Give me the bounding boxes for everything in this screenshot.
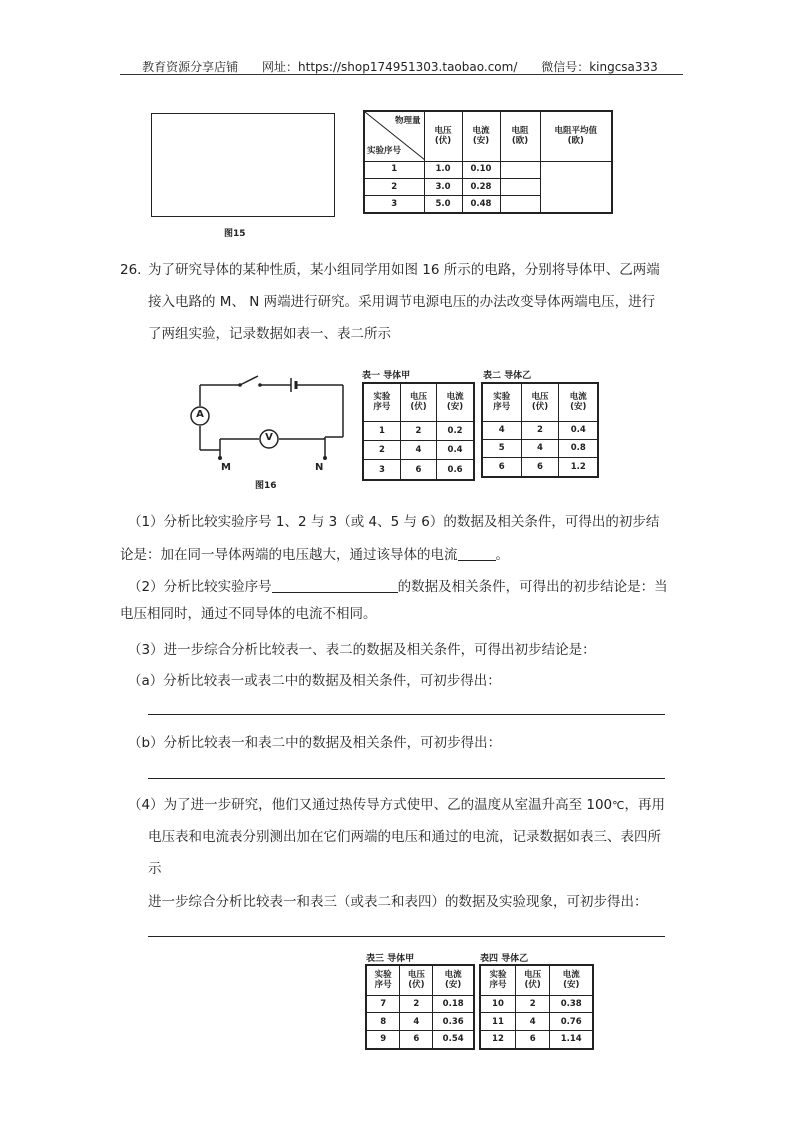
table-cell: 2	[400, 995, 433, 1013]
fig15-header-seq: 实验序号	[367, 146, 402, 157]
table-header: 电流 (安)	[437, 383, 474, 421]
sub1-line-2-text: 论是：加在同一导体两端的电压越大，通过该导体的电流	[120, 547, 458, 563]
table-header: 实验 序号	[363, 383, 400, 421]
header-rule	[120, 74, 683, 75]
page-header	[0, 58, 800, 75]
table-cell: 2	[363, 440, 400, 459]
table-cell: 9	[366, 1030, 400, 1049]
table-cell: 4	[515, 1013, 549, 1031]
table3	[365, 964, 475, 1050]
sub3-a: （a）分析比较表一或表二中的数据及相关条件，可初步得出：	[128, 673, 501, 689]
table-cell: 5	[482, 439, 521, 457]
table2-title: 表二 导体乙	[483, 371, 532, 381]
table-cell: 0.4	[437, 440, 474, 459]
switch-blade	[240, 376, 258, 385]
table-cell: 3	[363, 460, 400, 480]
table-cell: 0.10	[462, 161, 500, 178]
header-site: 网址：https://shop174951303.taobao.com/	[262, 60, 518, 74]
table-cell	[500, 161, 540, 178]
table-header: 电压 (伏)	[400, 965, 433, 995]
fig15-header-quantity: 物理量	[394, 116, 421, 126]
table-cell: 6	[400, 1030, 433, 1049]
table-cell: 1.2	[559, 458, 598, 477]
fig15-header-current: 电流 (安)	[462, 111, 500, 161]
header-shop: 教育资源分享店铺	[142, 60, 239, 74]
table-header: 实验 序号	[366, 965, 400, 995]
table-cell: 0.48	[462, 195, 500, 213]
sub3-a-answer-line[interactable]	[148, 714, 665, 715]
table2	[481, 382, 599, 478]
table1	[362, 382, 475, 481]
sub3-line-1: （3）进一步综合分析比较表一、表二的数据及相关条件，可得出初步结论是：	[128, 642, 596, 658]
degree-unit: ℃	[612, 799, 625, 812]
sub4-line-3: 示	[148, 861, 162, 877]
table-cell: 0.36	[433, 1013, 474, 1031]
table-cell: 4	[400, 440, 436, 459]
table-cell: 0.6	[437, 460, 474, 480]
table-header: 实验 序号	[480, 965, 515, 995]
table-cell: 11	[480, 1013, 515, 1031]
table-header: 电流 (安)	[433, 965, 474, 995]
table-cell: 1	[363, 421, 400, 440]
table-cell: 5.0	[424, 195, 462, 213]
table-cell: 0.8	[559, 439, 598, 457]
table-cell: 6	[400, 460, 436, 480]
fig15-table	[363, 110, 613, 214]
fig16-caption: 图16	[255, 481, 277, 491]
sub2-line-1-end: 的数据及相关条件，可得出的初步结论是：当	[397, 579, 668, 595]
table-cell: 4	[400, 1013, 433, 1031]
fig16-circuit	[185, 372, 360, 482]
table4	[479, 964, 594, 1050]
table-cell	[500, 195, 540, 213]
table-cell: 0.4	[559, 421, 598, 439]
table-cell: 10	[480, 995, 515, 1013]
sub2-answer-blank[interactable]	[272, 579, 398, 593]
fig15-blank-box	[151, 113, 335, 217]
sub2-line-1-text: （2）分析比较实验序号	[128, 579, 272, 595]
sub1-answer-blank[interactable]	[458, 547, 496, 561]
table-header: 电压 (伏)	[400, 383, 436, 421]
sub4-line-2: 电压表和电流表分别测出加在它们两端的电压和通过的电流，记录数据如表三、表四所	[148, 829, 661, 845]
table-cell: 3.0	[424, 178, 462, 195]
table3-title: 表三 导体甲	[366, 954, 415, 964]
sub4-line-1-end: ，再用	[624, 797, 666, 813]
table-cell: 6	[521, 458, 559, 477]
table-cell: 4	[521, 439, 559, 457]
table-cell: 7	[366, 995, 400, 1013]
table-cell: 2	[521, 421, 559, 439]
sub3-b: （b）分析比较表一和表二中的数据及相关条件，可初步得出：	[128, 735, 502, 751]
table-cell: 8	[366, 1013, 400, 1031]
table1-title: 表一 导体甲	[362, 371, 411, 381]
table-cell: 1.0	[424, 161, 462, 178]
sub1-line-2	[120, 545, 509, 565]
sub2-line-1	[128, 577, 668, 597]
table-header: 电流 (安)	[559, 383, 598, 421]
sub4-line-1	[128, 795, 665, 816]
fig15-header-resistance: 电阻 (欧)	[500, 111, 540, 161]
table-cell: 6	[482, 458, 521, 477]
table-cell: 0.38	[550, 995, 593, 1013]
ammeter-label: A	[196, 409, 204, 420]
table4-title: 表四 导体乙	[480, 954, 529, 964]
table-header: 电压 (伏)	[515, 965, 549, 995]
fig15-caption: 图15	[224, 229, 246, 239]
fig15-header-voltage: 电压 (伏)	[424, 111, 462, 161]
table-cell: 0.2	[437, 421, 474, 440]
sub1-line-1: （1）分析比较实验序号 1、2 与 3（或 4、5 与 6）的数据及相关条件，可得出的初步结	[128, 514, 660, 530]
q26-number: 26.	[120, 262, 142, 278]
voltmeter-label: V	[265, 432, 273, 443]
sub3-b-answer-line[interactable]	[148, 778, 665, 779]
table-cell	[540, 161, 612, 213]
fig15-header-diag	[364, 111, 424, 161]
table-cell: 0.54	[433, 1030, 474, 1049]
table-cell: 12	[480, 1030, 515, 1049]
table-cell: 1	[364, 161, 424, 178]
table-header: 实验 序号	[482, 383, 521, 421]
table-cell: 2	[364, 178, 424, 195]
table-cell: 2	[515, 995, 549, 1013]
sub4-line-1-text: （4）为了进一步研究，他们又通过热传导方式使甲、乙的温度从室温升高至 100	[128, 797, 613, 813]
terminal-m-label: M	[221, 462, 231, 473]
sub1-line-2-end: 。	[495, 547, 509, 563]
table-cell: 2	[400, 421, 436, 440]
table-cell: 6	[515, 1030, 549, 1049]
header-wechat: 微信号：kingcsa333	[541, 60, 658, 74]
table-cell: 3	[364, 195, 424, 213]
table-cell: 0.76	[550, 1013, 593, 1031]
table-cell: 1.14	[550, 1030, 593, 1049]
table-header: 电压 (伏)	[521, 383, 559, 421]
sub2-line-2: 电压相同时，通过不同导体的电流不相同。	[120, 606, 377, 622]
table-cell: 0.18	[433, 995, 474, 1013]
table-header: 电流 (安)	[550, 965, 593, 995]
terminal-n-label: N	[315, 462, 324, 473]
q26-line-1: 为了研究导体的某种性质，某小组同学用如图 16 所示的电路，分别将导体甲、乙两端	[148, 262, 660, 278]
sub4-line-4: 进一步综合分析比较表一和表三（或表二和表四）的数据及实验现象，可初步得出：	[148, 894, 648, 910]
fig15-header-avg: 电阻平均值 (欧)	[540, 111, 612, 161]
q26-line-3: 了两组实验，记录数据如表一、表二所示	[148, 326, 391, 342]
sub4-answer-line[interactable]	[148, 936, 665, 937]
table-cell: 4	[482, 421, 521, 439]
table-cell	[500, 178, 540, 195]
table-cell: 0.28	[462, 178, 500, 195]
q26-line-2: 接入电路的 M、 N 两端进行研究。采用调节电源电压的办法改变导体两端电压，进行	[148, 294, 656, 310]
